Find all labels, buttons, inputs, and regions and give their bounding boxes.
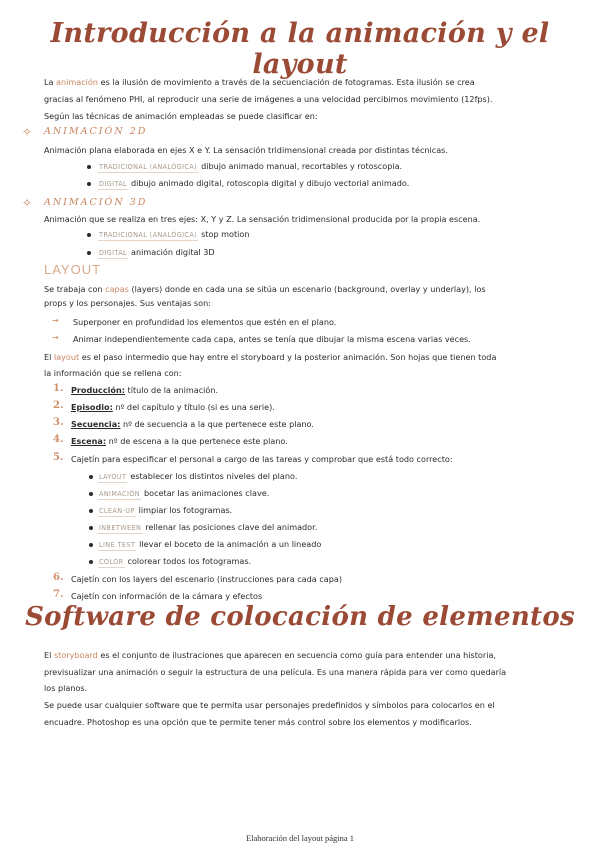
tag-label: LAYOUT (99, 472, 127, 481)
layout-paragraph-1-line-2: props y los personajes. Sus ventajas son: (44, 298, 211, 308)
section-3d-description: Animación que se realiza en tres ejes: X, Y y Z. La sensación tridimensional producida por la propia escena. (44, 214, 481, 224)
staff-item (98, 522, 317, 534)
tag-label: INBETWEEN (99, 523, 142, 532)
tag-label: LINE TEST (99, 540, 136, 549)
layout-paragraph-2 (44, 352, 496, 363)
intro-line-1 (44, 77, 475, 88)
arrow-right-icon: → (52, 333, 59, 342)
section-title-software: Software de colocación de elementos (25, 602, 575, 632)
bullet-icon (89, 543, 93, 547)
software-paragraph-2: Se puede usar cualquier software que te permita usar personajes predefinidos y símbolos para colocarlos en el (44, 700, 495, 710)
staff-item-text: llevar el boceto de la animación a un lineado (139, 539, 322, 549)
list-number: 6. (53, 572, 64, 583)
sparkle-icon: ✧ (22, 125, 33, 139)
section-heading-layout: LAYOUT (44, 262, 102, 277)
page-title: Introducción a la animación y el layout (50, 18, 550, 80)
page-footer: Elaboración del layout página 1 (245, 833, 355, 843)
tag-label: DIGITAL (99, 179, 128, 188)
bullet-icon (89, 526, 93, 530)
tag-label: ANIMACIÓN (99, 489, 140, 498)
list-number: 1. (53, 383, 64, 394)
bullet-icon (89, 509, 93, 513)
intro-text: La (44, 77, 57, 87)
tag-label: CLEAN-UP (99, 506, 135, 515)
list-item (98, 178, 409, 190)
numbered-item (71, 402, 275, 413)
intro-line-3: Según las técnicas de animación empleadas se puede clasificar en: (44, 111, 318, 121)
keyword-layout: layout (53, 352, 80, 362)
item-label: Episodio: (71, 402, 113, 412)
software-paragraph-1-line-3: los planos. (44, 683, 88, 693)
numbered-item (71, 419, 314, 430)
staff-item (98, 539, 321, 551)
section-heading-2d: ANIMACIÓN 2D (44, 126, 148, 137)
software-paragraph-1-line-2: previsualizar una animación o seguir la estructura de una película. Es una manera rápida para ver como quedaría (44, 667, 507, 677)
numbered-item (71, 436, 288, 447)
paragraph-text: es el conjunto de ilustraciones que aparecen en secuencia como guía para entender una historia, (97, 650, 496, 660)
bullet-icon (87, 182, 91, 186)
item-label: Escena: (71, 436, 107, 446)
tag-label: TRADICIONAL (ANALÓGICA) (99, 230, 198, 239)
list-item (98, 161, 402, 173)
staff-item (98, 556, 251, 568)
list-item-text: dibujo animado manual, recortables y rotoscopia. (201, 161, 403, 171)
item-label: Secuencia: (71, 419, 121, 429)
list-number: 4. (53, 434, 64, 445)
list-number: 7. (53, 589, 64, 600)
tag-label: COLOR (99, 557, 124, 566)
bullet-icon (87, 251, 91, 255)
staff-item (98, 471, 297, 483)
software-paragraph-2-line-2: encuadre. Photoshop es una opción que te permite tener más control sobre los elementos y modificarlos. (44, 717, 472, 727)
paragraph-text: El (44, 352, 54, 362)
paragraph-text: Se trabaja con (44, 284, 106, 294)
list-item-text: animación digital 3D (131, 247, 215, 257)
item-text: título de la animación. (124, 385, 219, 395)
item-text: Cajetín para especificar el personal a cargo de las tareas y comprobar que está todo correcto: (71, 454, 453, 464)
section-heading-3d: ANIMACIÓN 3D (44, 197, 148, 208)
item-text: nº de escena a la que pertenece este plano. (106, 436, 288, 446)
staff-item (98, 505, 232, 517)
item-text: nº de secuencia a la que pertenece este plano. (120, 419, 314, 429)
numbered-item: Cajetín con información de la cámara y efectos (71, 591, 263, 601)
bullet-icon (89, 475, 93, 479)
layout-paragraph-1 (44, 284, 486, 295)
staff-item-text: rellenar las posiciones clave del animador. (145, 522, 318, 532)
staff-item-text: limpiar los fotogramas. (138, 505, 233, 515)
bullet-icon (87, 165, 91, 169)
software-paragraph-1 (44, 650, 496, 661)
paragraph-text: (layers) donde en cada una se sitúa un escenario (background, overlay y underlay), los (128, 284, 486, 294)
numbered-item (71, 454, 453, 465)
keyword-storyboard: storyboard (53, 650, 98, 660)
paragraph-text: es el paso intermedio que hay entre el storyboard y la posterior animación. Son hojas que tienen toda (79, 352, 497, 362)
section-2d-description: Animación plana elaborada en ejes X e Y. La sensación tridimensional creada por distintas técnicas. (44, 145, 448, 155)
item-label: Producción: (71, 385, 125, 395)
list-item (98, 229, 250, 241)
arrow-right-icon: → (52, 316, 59, 325)
list-item-text: stop motion (201, 229, 250, 239)
numbered-item (71, 385, 218, 396)
list-number: 3. (53, 417, 64, 428)
list-item (98, 247, 215, 259)
bullet-icon (89, 492, 93, 496)
bullet-icon (87, 233, 91, 237)
staff-item-text: colorear todos los fotogramas. (127, 556, 252, 566)
sparkle-icon: ✧ (22, 196, 33, 210)
intro-text: es la ilusión de movimiento a través de la secuenciación de fotogramas. Esta ilusión se crea (98, 77, 475, 87)
layout-paragraph-2-line-2: la información que se rellena con: (44, 368, 182, 378)
numbered-item: Cajetín con los layers del escenario (instrucciones para cada capa) (71, 574, 342, 584)
item-text: nº del capítulo y título (si es una serie). (112, 402, 275, 412)
staff-item (98, 488, 269, 500)
tag-label: DIGITAL (99, 248, 128, 257)
list-number: 2. (53, 400, 64, 411)
keyword-capas: capas (105, 284, 129, 294)
advantage-item: Superponer en profundidad los elementos que estén en el plano. (73, 317, 337, 327)
advantage-item: Animar independientemente cada capa, antes se tenía que dibujar la misma escena varias veces. (73, 334, 471, 344)
bullet-icon (89, 560, 93, 564)
tag-label: TRADICIONAL (ANALÓGICA) (99, 162, 198, 171)
staff-item-text: establecer los distintos niveles del plano. (130, 471, 298, 481)
intro-line-2: gracias al fenómeno PHI, al reproducir una serie de imágenes a una velocidad percibimos movimiento (12fps). (44, 94, 493, 104)
keyword-animacion: animación (56, 77, 99, 87)
list-item-text: dibujo animado digital, rotoscopia digital y dibujo vectorial animado. (131, 178, 410, 188)
paragraph-text: El (44, 650, 54, 660)
staff-item-text: bocetar las animaciones clave. (144, 488, 270, 498)
list-number: 5. (53, 452, 64, 463)
